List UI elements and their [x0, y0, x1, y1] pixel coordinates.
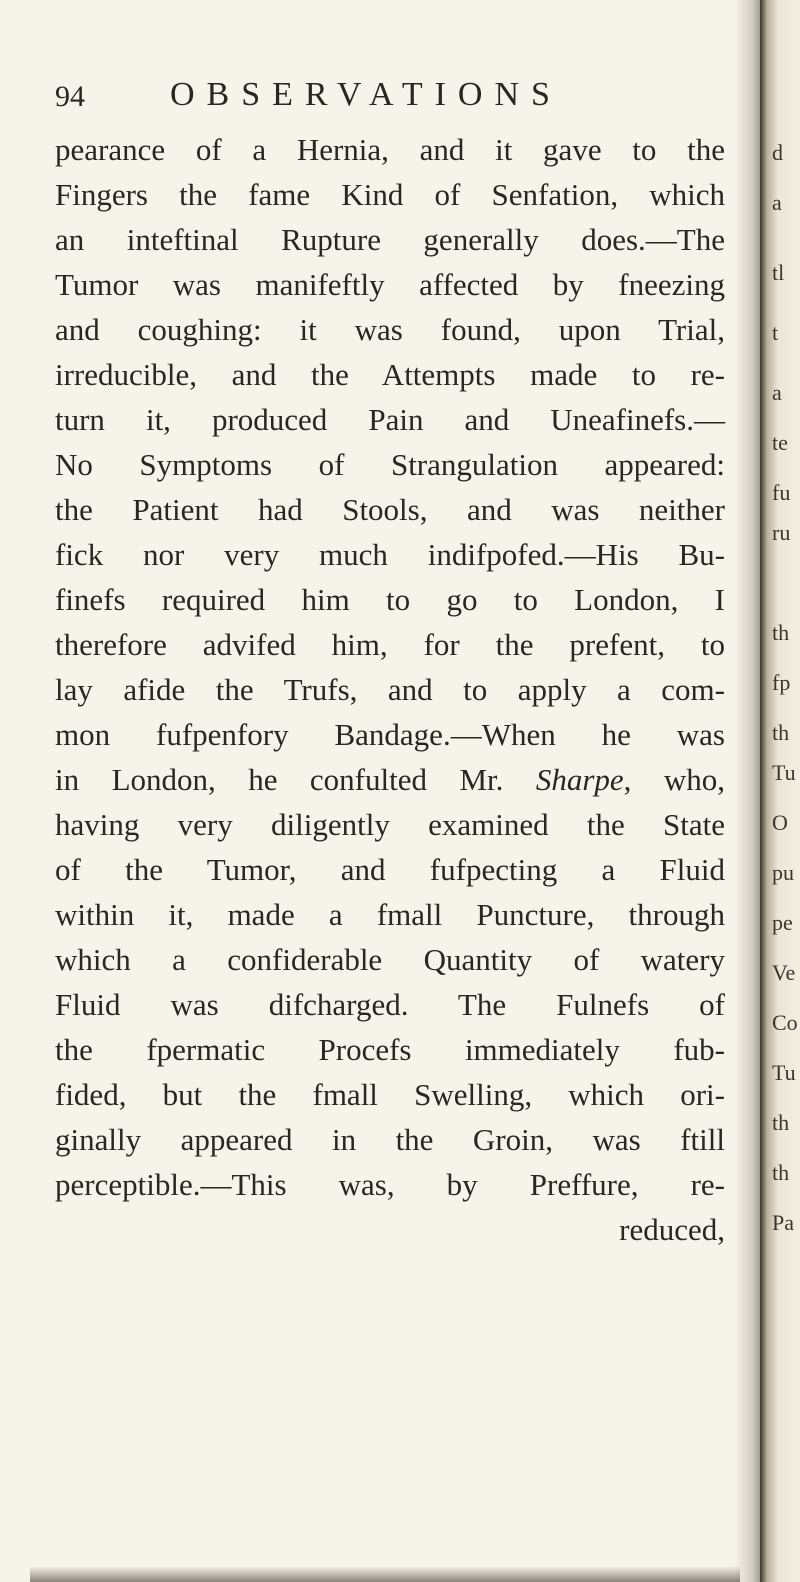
text-line: perceptible.—This was, by Preffure, re- [55, 1167, 725, 1202]
adjacent-page-fragment: Tu [772, 760, 796, 785]
text-line: of the Tumor, and fufpecting a Fluid [55, 852, 725, 887]
text-line: fick nor very much indifpofed.—His Bu- [55, 537, 725, 572]
text-line: Fluid was difcharged. The Fulnefs of [55, 987, 725, 1022]
text-line: and coughing: it was found, upon Trial, [55, 312, 725, 347]
text-line: the Patient had Stools, and was neither [55, 492, 725, 527]
adjacent-page-fragment: fp [772, 670, 791, 695]
text-line: therefore advifed him, for the prefent, to [55, 627, 725, 662]
adjacent-page-fragment: th [772, 1160, 790, 1185]
adjacent-page-fragment: pu [772, 860, 794, 885]
adjacent-page-fragment: th [772, 720, 790, 745]
text-line: having very diligently examined the State [55, 807, 725, 842]
text-line: which a confiderable Quantity of watery [55, 942, 725, 977]
page-bottom-edge [30, 1566, 740, 1582]
adjacent-page-fragment: fu [772, 480, 791, 505]
adjacent-page-fragment: t [772, 320, 779, 345]
body-text [55, 127, 725, 1252]
adjacent-page-fragment: pe [772, 910, 793, 935]
italic-name: Sharpe [535, 762, 624, 797]
catchword: reduced, [619, 1212, 725, 1247]
adjacent-page-edge [760, 0, 800, 1582]
text-line: ginally appeared in the Groin, was ftill [55, 1122, 725, 1157]
adjacent-page-fragment: d [772, 140, 783, 165]
text-line: irreducible, and the Attempts made to re- [55, 357, 725, 392]
adjacent-page-fragment: Co [772, 1010, 798, 1035]
text-line: turn it, produced Pain and Uneafinefs.— [55, 402, 725, 437]
text-line: the fpermatic Procefs immediately fub- [55, 1032, 725, 1067]
page-number: 94 [55, 80, 85, 113]
adjacent-page-fragment: O [772, 810, 788, 835]
text-line: an inteftinal Rupture generally does.—The [55, 222, 725, 257]
text-line: fided, but the fmall Swelling, which ori- [55, 1077, 725, 1112]
adjacent-page-fragment: Ve [772, 960, 796, 985]
text-line: within it, made a fmall Puncture, through [55, 897, 725, 932]
text-line: Tumor was manifeftly affected by fneezing [55, 267, 725, 302]
text-line: pearance of a Hernia, and it gave to the [55, 132, 725, 167]
adjacent-page-fragment: ru [772, 520, 791, 545]
adjacent-page-fragment: Tu [772, 1060, 796, 1085]
text-line: finefs required him to go to London, I [55, 582, 725, 617]
adjacent-page-fragment: a [772, 190, 782, 215]
text-line: mon fufpenfory Bandage.—When he was [55, 717, 725, 752]
adjacent-page-fragment: a [772, 380, 782, 405]
text-line: lay afide the Trufs, and to apply a com- [55, 672, 725, 707]
text-line-with-italic-name: in London, he confulted Mr. Sharpe, who, [55, 762, 725, 797]
adjacent-page-fragment: th [772, 620, 790, 645]
adjacent-page-fragment: th [772, 1110, 790, 1135]
adjacent-page-fragment: te [772, 430, 788, 455]
running-head: OBSERVATIONS [170, 76, 562, 113]
text-line: Fingers the fame Kind of Senfation, which [55, 177, 725, 212]
text-line: No Symptoms of Strangulation appeared: [55, 447, 725, 482]
page-header [55, 76, 735, 120]
adjacent-page-fragment: Pa [772, 1210, 794, 1235]
adjacent-page-fragment: tl [772, 260, 785, 285]
